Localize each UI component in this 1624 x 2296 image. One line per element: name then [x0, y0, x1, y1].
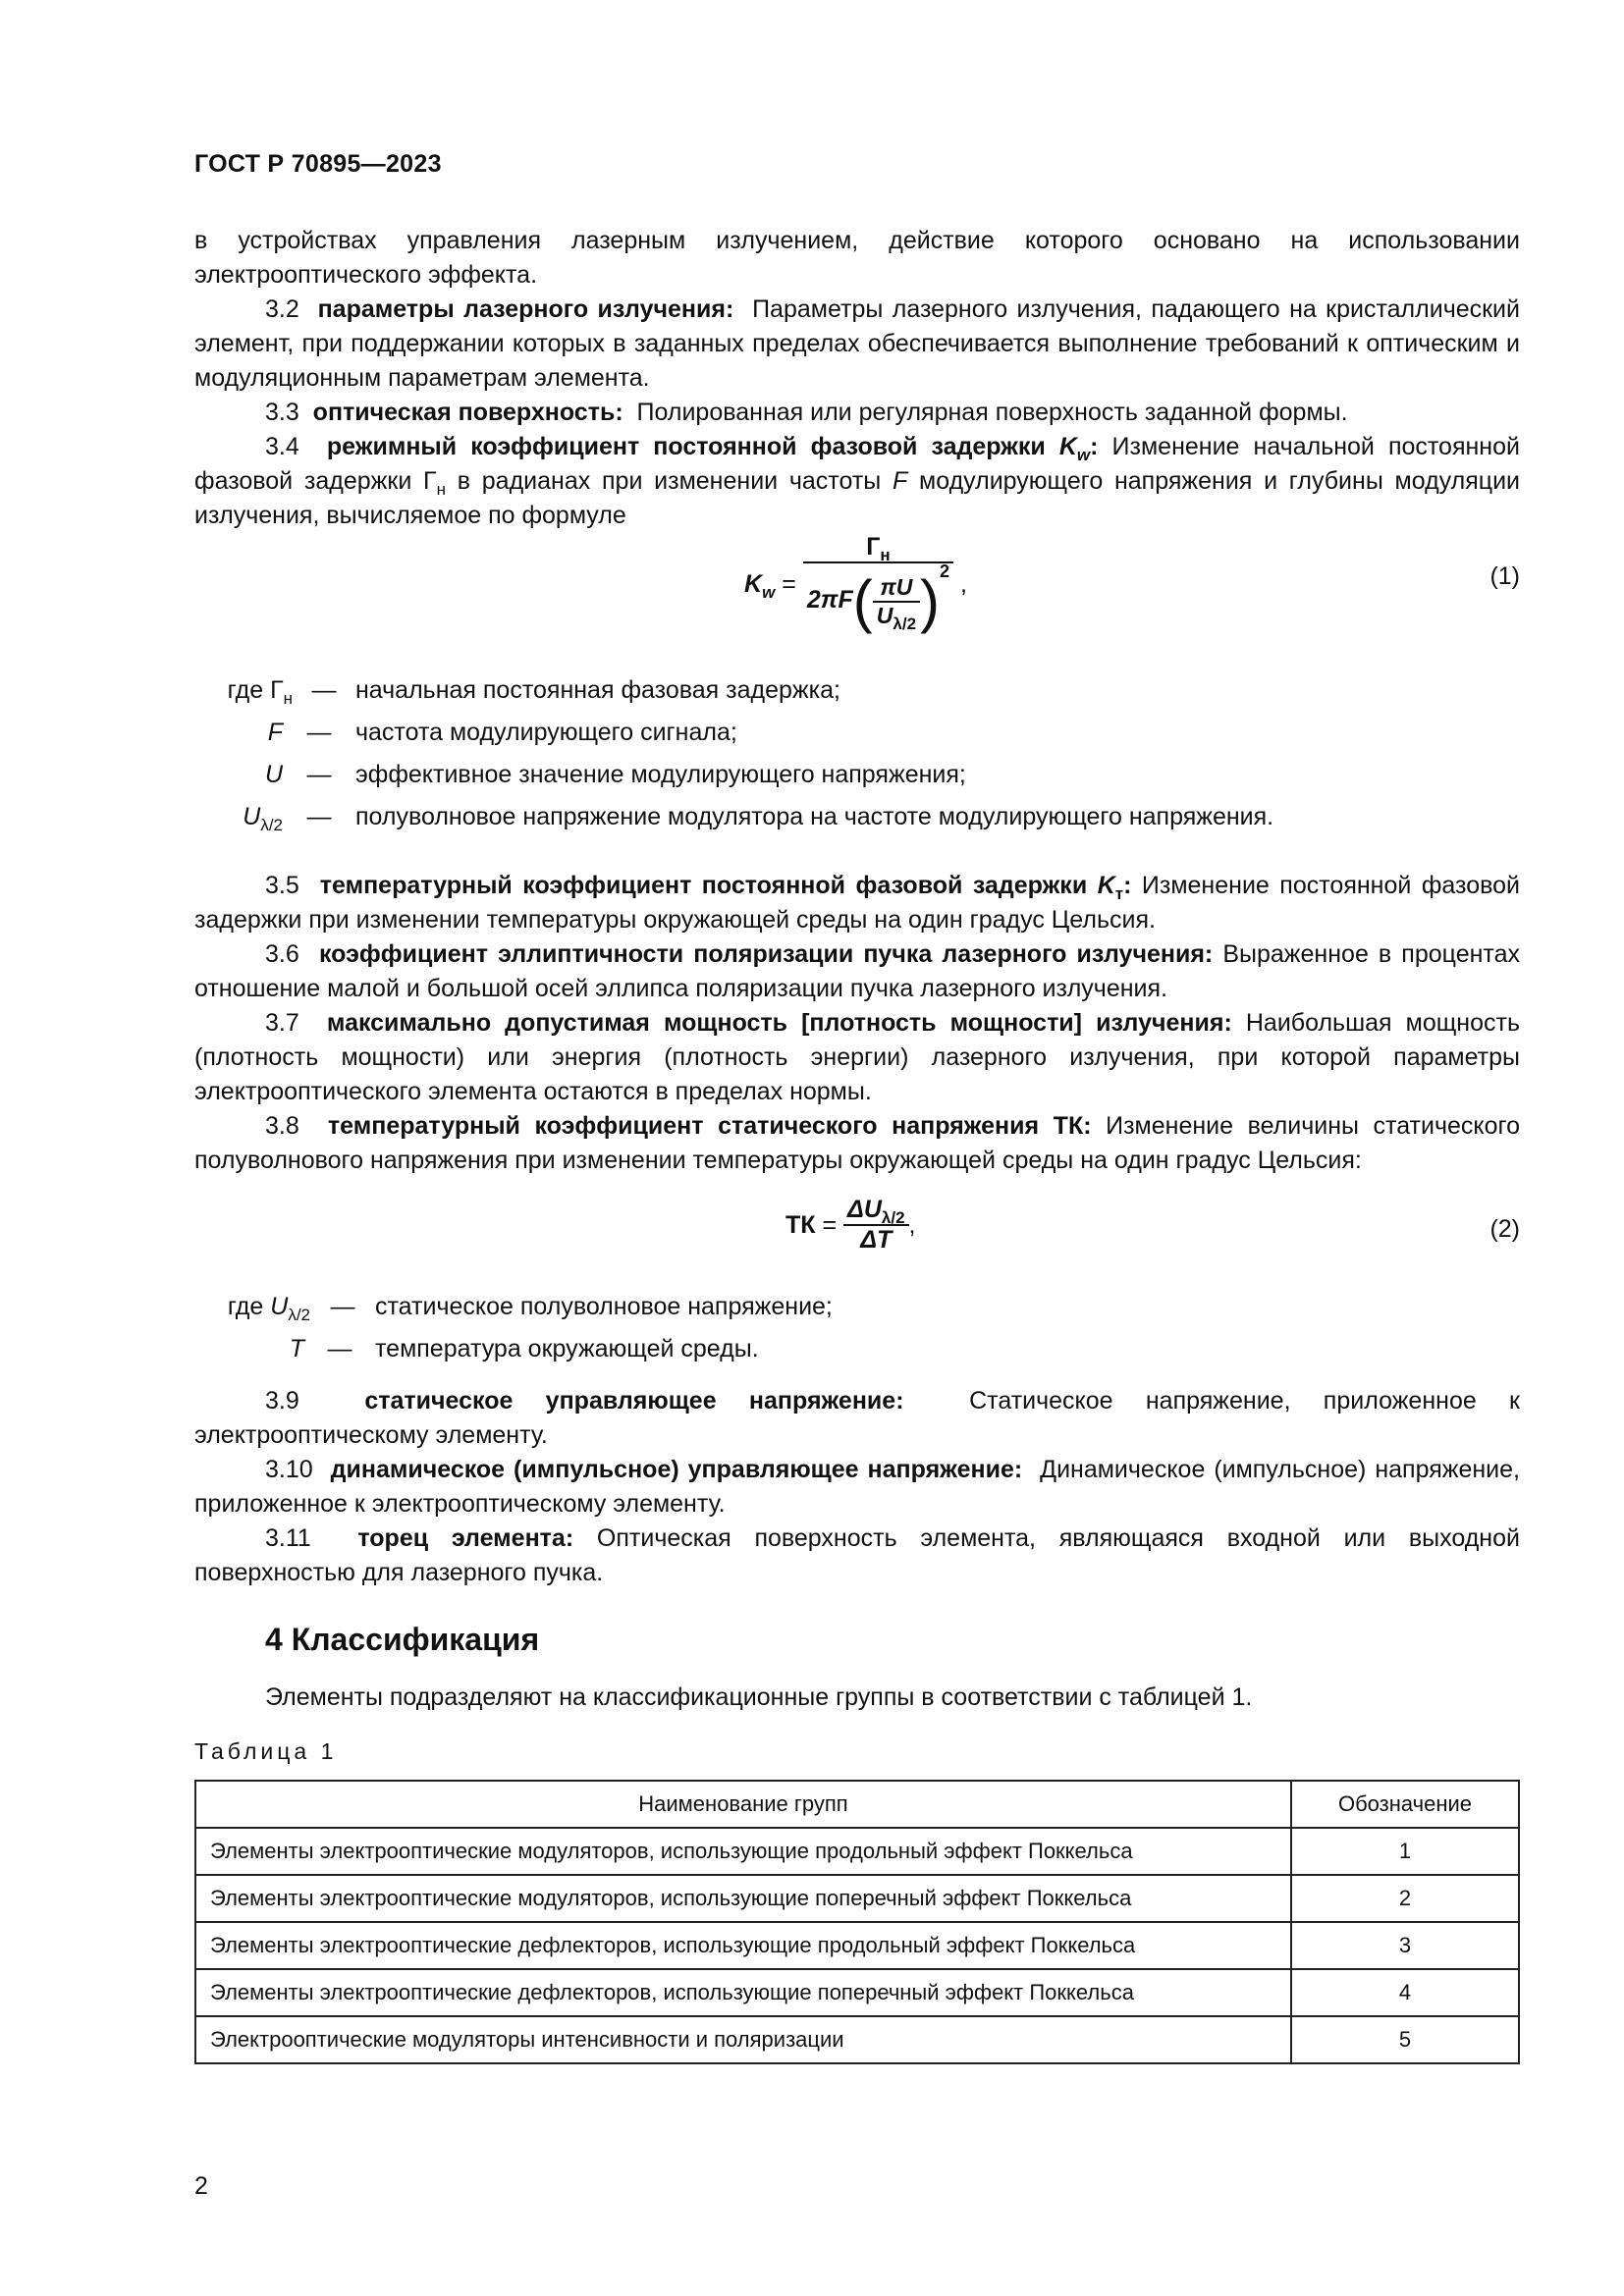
table-1 — [194, 1780, 1520, 2064]
table-cell: Элементы электрооптические модуляторов, использующие поперечный эффект Поккельса — [195, 1875, 1291, 1922]
classification-table — [194, 1780, 1520, 2064]
section-4-intro: Элементы подразделяют на классификационные группы в соответствии с таблицей 1. — [265, 1683, 1253, 1711]
table-row — [195, 1875, 1519, 1922]
term-3-2: 3.2 параметры лазерного излучения: Параметры лазерного излучения, падающего на кристаллический элемент, при поддержании которых в заданных пределах обеспечивается выполнение требований к оптическим и модуляционным параметрам элемента. — [194, 295, 1520, 392]
table-header: Обозначение — [1291, 1781, 1519, 1828]
formula-1-fraction: $Г_н$ 2πF( $\frac{\pi U}{U_{\lambda/2}}$ )$^2$ — [803, 533, 953, 635]
intro-paragraph: в устройствах управления лазерным излучением, действие которого основано на использовании электрооптического эффекта. — [194, 227, 1520, 289]
term-3-9: 3.9 статическое управляющее напряжение: Статическое напряжение, приложенное к электрооптическому элементу. — [194, 1387, 1520, 1449]
term-3-5: 3.5 температурный коэффициент постоянной фазовой задержки $K_т$: Изменение постоянной фазовой задержки при изменении температуры окружающей среды на один градус Цельсия. — [194, 872, 1520, 934]
where-list-1 — [194, 669, 1520, 838]
formula-2 — [194, 1196, 1520, 1264]
formula-1-label: (1) — [1489, 562, 1520, 590]
table-row — [195, 1828, 1519, 1875]
page-number: 2 — [194, 2172, 208, 2200]
term-3-8: 3.8 температурный коэффициент статического напряжения ТК: Изменение величины статического полуволнового напряжения при изменении температуры окружающей среды на один градус Цельсия: — [194, 1112, 1520, 1174]
term-3-6: 3.6 коэффициент эллиптичности поляризации пучка лазерного излучения: Выраженное в процентах отношение малой и большой осей эллипса поляризации пучка лазерного излучения. — [194, 940, 1520, 1002]
table-cell: Элементы электрооптические дефлекторов, использующие поперечный эффект Поккельса — [195, 1969, 1291, 2016]
section-4-title: 4 Классификация — [265, 1622, 540, 1657]
table-row — [195, 1922, 1519, 1969]
where-list-2 — [194, 1286, 1520, 1370]
terms-block-3 — [194, 1384, 1520, 1590]
where-item: U — эффективное значение модулирующего напряжения; — [264, 761, 966, 788]
table-cell: Электрооптические модуляторы интенсивности и поляризации — [195, 2016, 1291, 2063]
table-row — [195, 1969, 1519, 2016]
formula-2-expression: ТК = $\frac{\Delta U_{\lambda/2}}{\Delta T}$ , — [785, 1196, 916, 1254]
table-row — [195, 2016, 1519, 2063]
table-cell: Элементы электрооптические дефлекторов, использующие продольный эффект Поккельса — [195, 1922, 1291, 1969]
table-1-caption: Таблица 1 — [194, 1738, 338, 1764]
formula-1 — [194, 525, 1520, 653]
where-item: T — температура окружающей среды. — [289, 1335, 759, 1362]
where-item: где $U_{\lambda/2}$ — статическое полуволновое напряжение; — [227, 1293, 833, 1324]
term-3-7: 3.7 максимально допустимая мощность [плотность мощности] излучения: Наибольшая мощность (плотность мощности) или энергия (плотность энергии) лазерного излучения, при которой параметры электрооптического элемента остаются в пределах нормы. — [194, 1009, 1520, 1105]
table-cell: 4 — [1291, 1969, 1519, 2016]
standard-header: ГОСТ Р 70895—2023 — [194, 150, 442, 178]
where-item: F — частота модулирующего сигнала; — [267, 719, 737, 746]
table-cell: 2 — [1291, 1875, 1519, 1922]
term-3-4: 3.4 режимный коэффициент постоянной фазовой задержки $K_w$: Изменение начальной постоянной фазовой задержки $Г_н$ в радианах при изменении частоты F модулирующего напряжения и глубины модуляции излучения, вычисляемое по формуле — [194, 433, 1520, 529]
table-cell: 3 — [1291, 1922, 1519, 1969]
where-item: где $Г_н$ — начальная постоянная фазовая задержка; — [227, 676, 840, 708]
where-item: $U_{\lambda/2}$ — полуволновое напряжение модулятора на частоте модулирующего напряжения. — [243, 803, 1274, 834]
terms-block-1 — [194, 224, 1520, 533]
formula-1-expression: $K_w$ = $Г_н$ 2πF( $\frac{\pi U}{U_{\lambda/2}}$ )$^2$ , — [744, 533, 967, 634]
terms-block-2 — [194, 869, 1520, 1178]
term-3-11: 3.11 торец элемента: Оптическая поверхность элемента, являющаяся входной или выходной поверхностью для лазерного пучка. — [194, 1524, 1520, 1586]
term-3-10: 3.10 динамическое (импульсное) управляющее напряжение: Динамическое (импульсное) напряжение, приложенное к электрооптическому элементу. — [194, 1456, 1520, 1518]
table-cell: Элементы электрооптические модуляторов, использующие продольный эффект Поккельса — [195, 1828, 1291, 1875]
term-3-3: 3.3 оптическая поверхность: Полированная или регулярная поверхность заданной формы. — [265, 399, 1348, 426]
formula-2-label: (2) — [1489, 1215, 1520, 1243]
table-cell: 5 — [1291, 2016, 1519, 2063]
table-header: Наименование групп — [195, 1781, 1291, 1828]
table-cell: 1 — [1291, 1828, 1519, 1875]
